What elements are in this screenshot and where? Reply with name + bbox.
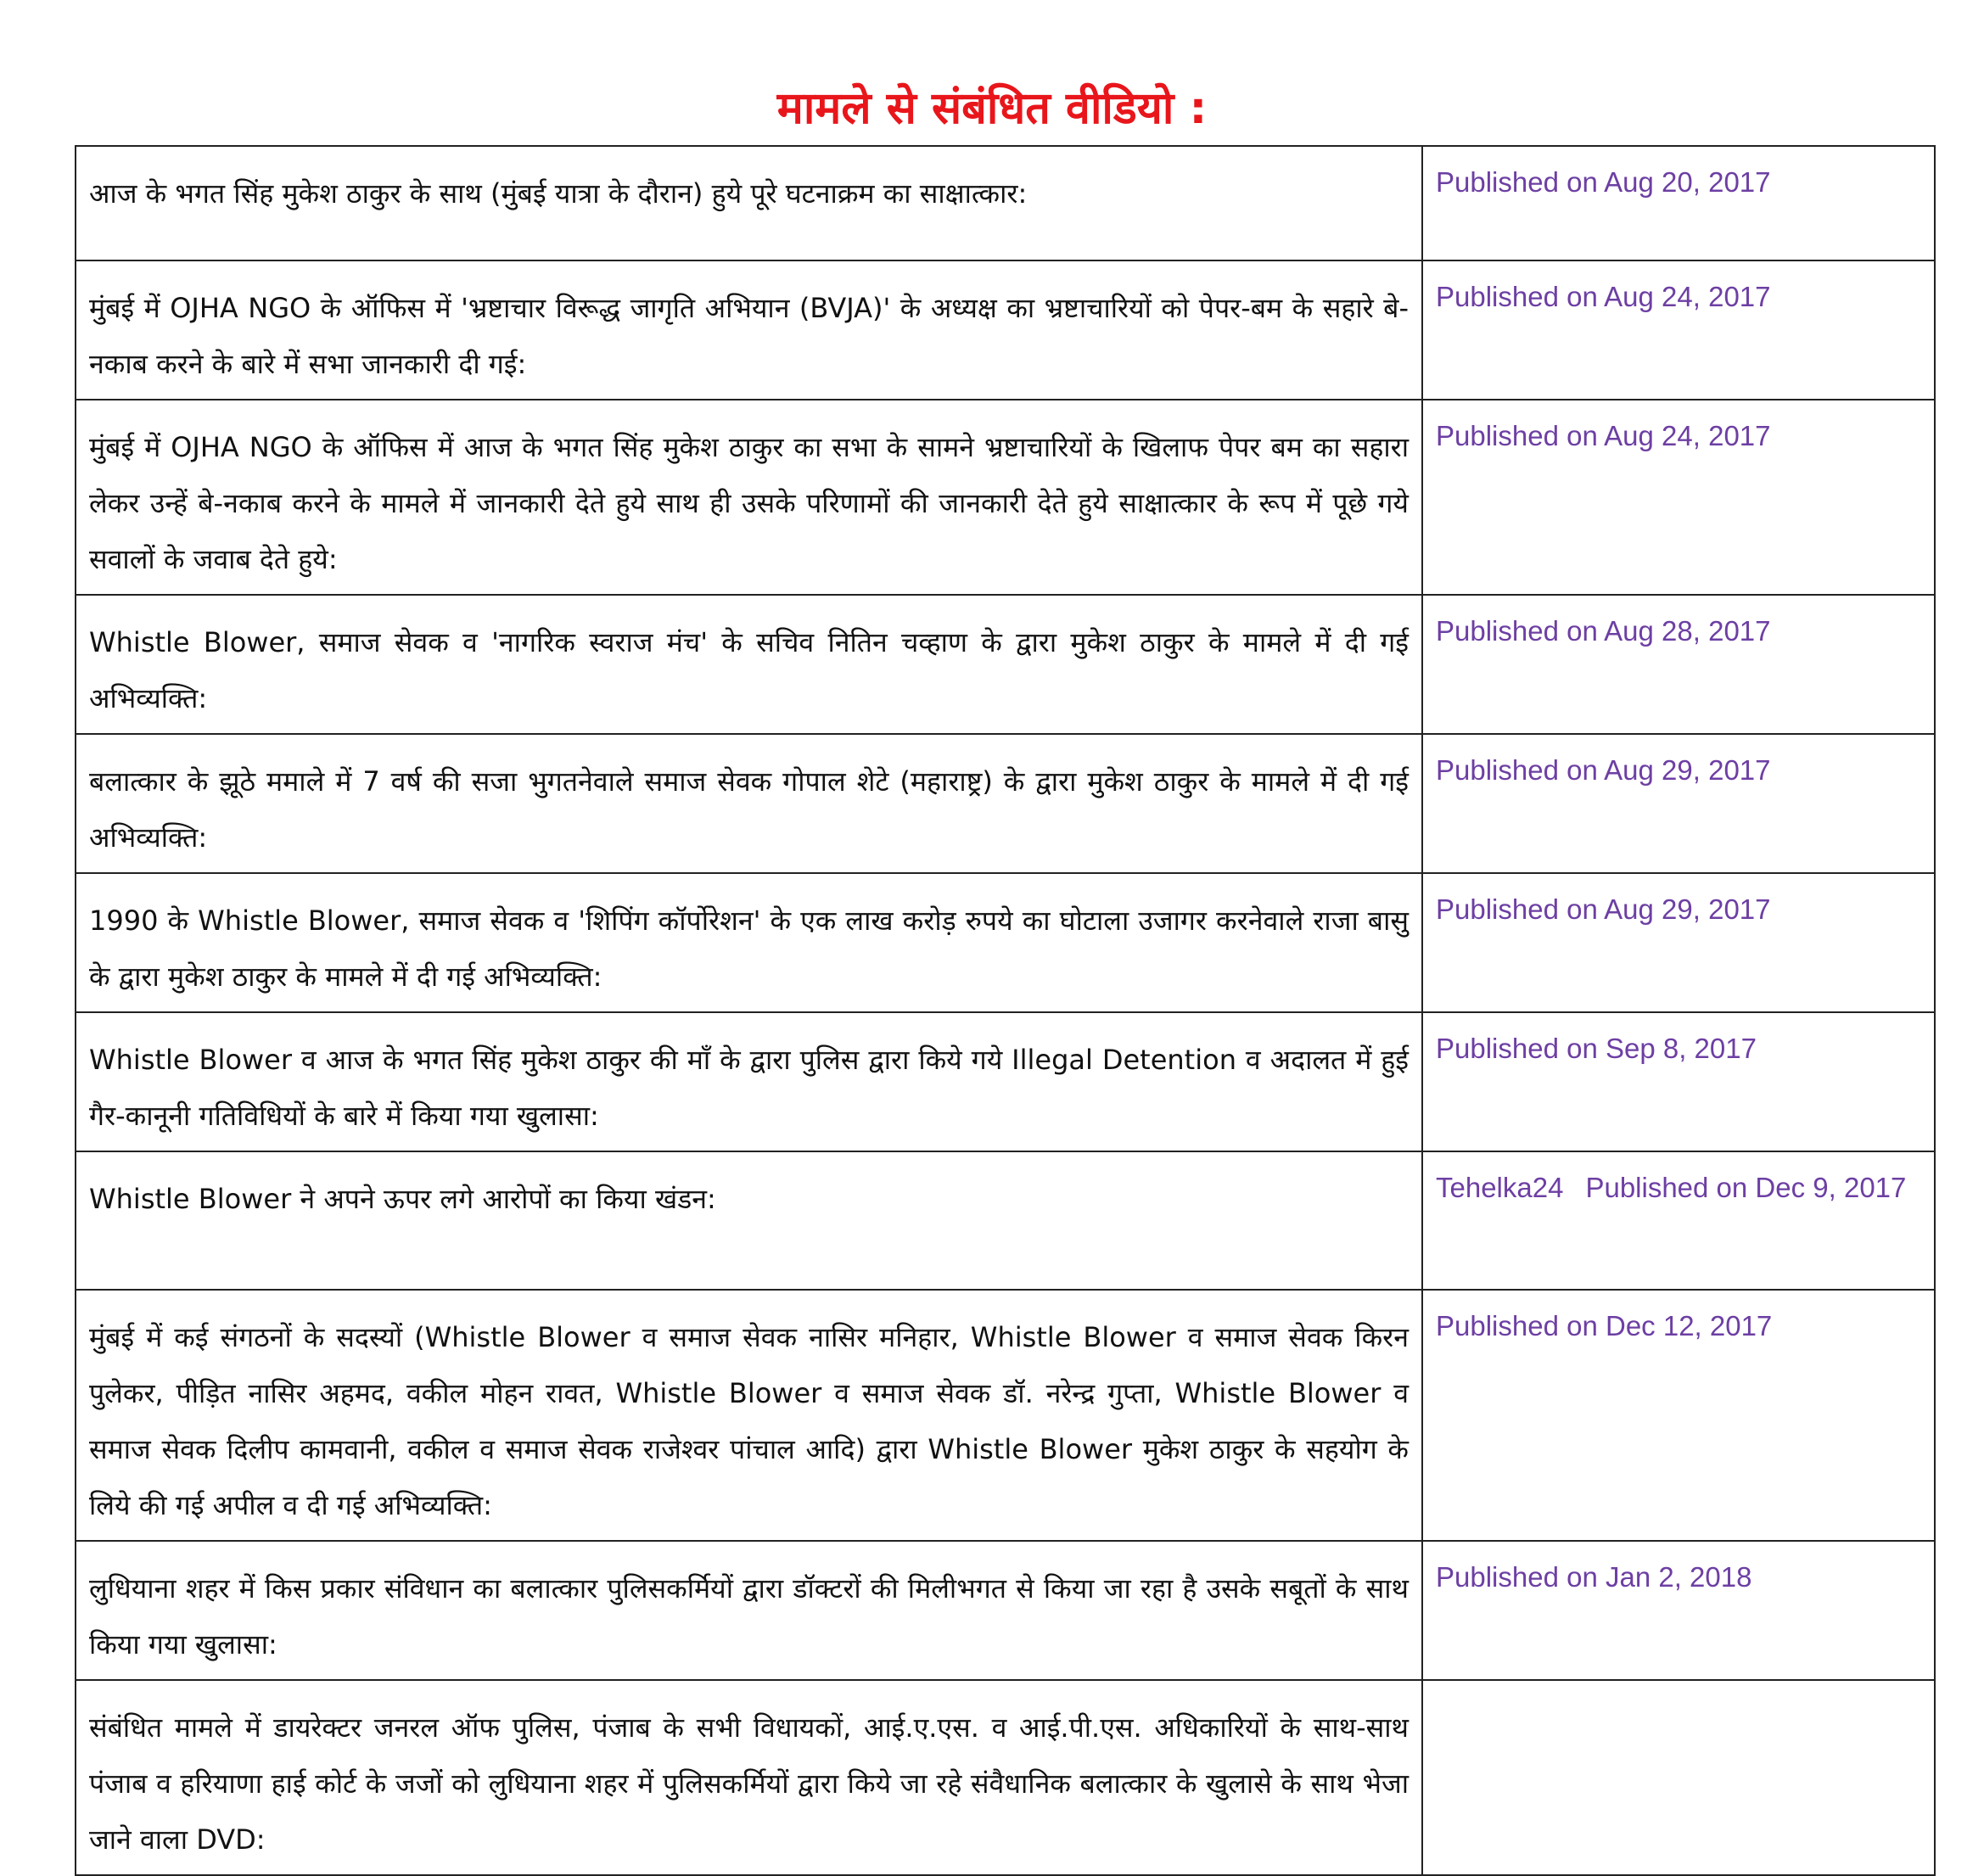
table-row: [76, 1151, 1935, 1290]
publish-info: [1422, 260, 1935, 400]
table-row: [76, 146, 1935, 260]
video-description: 1990 के Whistle Blower, समाज सेवक व 'शिपिंग कॉर्पोरेशन' के एक लाख करोड़ रुपये का घोटाला उजागर करनेवाले राजा बासु के द्वारा मुकेश ठाकुर के मामले में दी गई अभिव्यक्ति:: [76, 873, 1422, 1012]
publish-info: [1422, 1680, 1935, 1875]
publish-info: [1422, 146, 1935, 260]
video-description: Whistle Blower व आज के भगत सिंह मुकेश ठाकुर की माँ के द्वारा पुलिस द्वारा किये गये Illegal Detention व अदालत में हुई गैर-कानूनी गतिविधियों के बारे में किया गया खुलासा:: [76, 1012, 1422, 1151]
published-date: Published on Jan 2, 2018: [1436, 1561, 1752, 1593]
published-date: Published on Aug 29, 2017: [1436, 893, 1771, 925]
publish-info: [1422, 734, 1935, 873]
published-date: Published on Aug 24, 2017: [1436, 420, 1771, 451]
publish-info: [1422, 595, 1935, 734]
published-date: Published on Dec 12, 2017: [1436, 1310, 1773, 1341]
video-description: मुंबई में OJHA NGO के ऑफिस में 'भ्रष्टाचार विरूद्ध जागृति अभियान (BVJA)' के अध्यक्ष का भ्रष्टाचारियों को पेपर-बम के सहारे बे-नकाब करने के बारे में सभा जानकारी दी गई:: [76, 260, 1422, 400]
table-row: [76, 1290, 1935, 1541]
video-description: मुंबई में OJHA NGO के ऑफिस में आज के भगत सिंह मुकेश ठाकुर का सभा के सामने भ्रष्टाचारियों के खिलाफ पेपर बम का सहारा लेकर उन्हें बे-नकाब करने के मामले में जानकारी देते हुये साथ ही उसके परिणामों की जानकारी देते हुये साक्षात्कार के रूप में पूछे गये सवालों के जवाब देते हुये:: [76, 400, 1422, 595]
video-description: Whistle Blower ने अपने ऊपर लगे आरोपों का किया खंडन:: [76, 1151, 1422, 1290]
publish-info: [1422, 1151, 1935, 1290]
publish-info: [1422, 1541, 1935, 1680]
table-row: [76, 873, 1935, 1012]
published-date: Published on Aug 24, 2017: [1436, 281, 1771, 312]
table-row: [76, 260, 1935, 400]
video-description: आज के भगत सिंह मुकेश ठाकुर के साथ (मुंबई यात्रा के दौरान) हुये पूरे घटनाक्रम का साक्षात्कार:: [76, 146, 1422, 260]
video-description: Whistle Blower, समाज सेवक व 'नागरिक स्वराज मंच' के सचिव नितिन चव्हाण के द्वारा मुकेश ठाकुर के मामले में दी गई अभिव्यक्ति:: [76, 595, 1422, 734]
table-row: [76, 595, 1935, 734]
publish-info: [1422, 1012, 1935, 1151]
publish-info: [1422, 400, 1935, 595]
table-row: [76, 1680, 1935, 1875]
published-date: Published on Aug 28, 2017: [1436, 615, 1771, 647]
table-row: [76, 1541, 1935, 1680]
page-title: मामले से संबंधित वीडियो :: [776, 83, 1208, 134]
published-date: Published on Aug 29, 2017: [1436, 754, 1771, 786]
table-row: [76, 1012, 1935, 1151]
publish-info: [1422, 873, 1935, 1012]
video-description: लुधियाना शहर में किस प्रकार संविधान का बलात्कार पुलिसकर्मियों द्वारा डॉक्टरों की मिलीभगत से किया जा रहा है उसके सबूतों के साथ किया गया खुलासा:: [76, 1541, 1422, 1680]
publish-info: [1422, 1290, 1935, 1541]
video-description: संबंधित मामले में डायरेक्टर जनरल ऑफ पुलिस, पंजाब के सभी विधायकों, आई.ए.एस. व आई.पी.एस. अधिकारियों के साथ-साथ पंजाब व हरियाणा हाई कोर्ट के जजों को लुधियाना शहर में पुलिसकर्मियों द्वारा किये जा रहे संवैधानिक बलात्कार के खुलासे के साथ भेजा जाने वाला DVD:: [76, 1680, 1422, 1875]
videos-table: [75, 145, 1936, 1876]
video-description: मुंबई में कई संगठनों के सदस्यों (Whistle Blower व समाज सेवक नासिर मनिहार, Whistle Blower व समाज सेवक किरन पुलेकर, पीड़ित नासिर अहमद, वकील मोहन रावत, Whistle Blower व समाज सेवक डॉ. नरेन्द्र गुप्ता, Whistle Blower व समाज सेवक दिलीप कामवानी, वकील व समाज सेवक राजेश्वर पांचाल आदि) द्वारा Whistle Blower मुकेश ठाकुर के सहयोग के लिये की गई अपील व दी गई अभिव्यक्ति:: [76, 1290, 1422, 1541]
table-row: [76, 400, 1935, 595]
table-row: [76, 734, 1935, 873]
published-date: Published on Sep 8, 2017: [1436, 1033, 1757, 1064]
published-date: Published on Aug 20, 2017: [1436, 166, 1771, 198]
published-date: Published on Dec 9, 2017: [1585, 1172, 1907, 1203]
channel-name: Tehelka24: [1436, 1172, 1564, 1203]
video-description: बलात्कार के झूठे ममाले में 7 वर्ष की सजा भुगतनेवाले समाज सेवक गोपाल शेटे (महाराष्ट्र) के द्वारा मुकेश ठाकुर के मामले में दी गई अभिव्यक्ति:: [76, 734, 1422, 873]
